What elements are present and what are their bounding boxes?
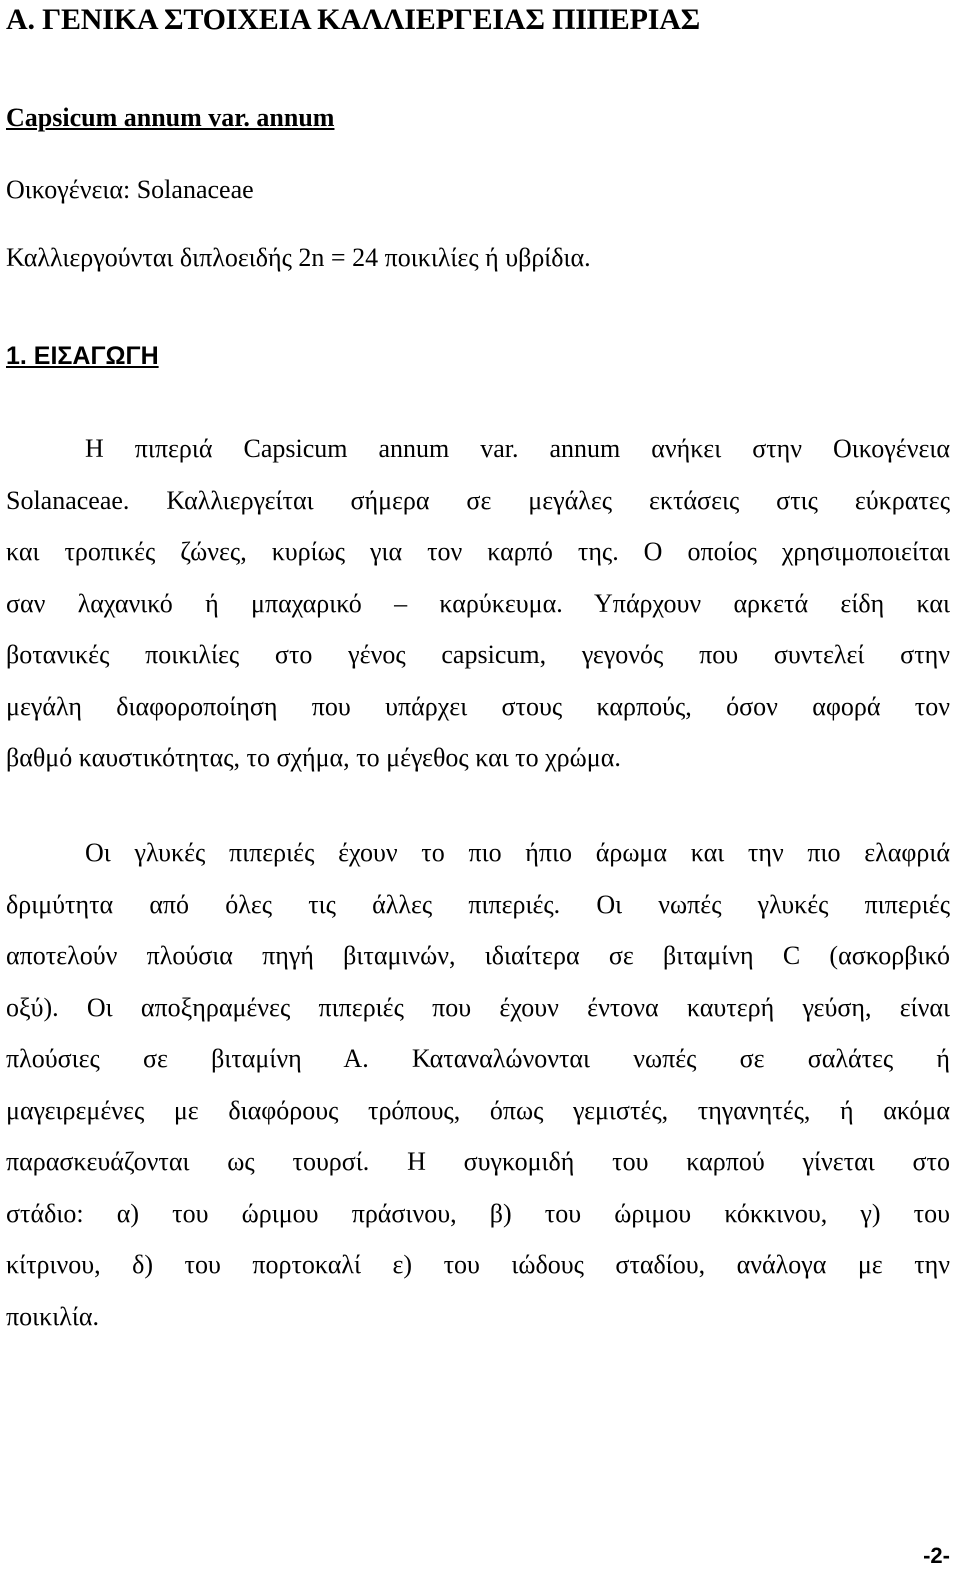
paragraph-line: βαθμό καυστικότητας, το σχήμα, το μέγεθος και το χρώμα. [6, 743, 621, 772]
paragraph-line: στάδιο: α) του ώριμου πράσινου, β) του ώριμου κόκκινου, γ) του [6, 1198, 950, 1228]
paragraph-sweet-peppers [6, 827, 950, 1342]
scientific-name: Capsicum annum var. annum [6, 103, 335, 132]
paragraph-line: δριμύτητα από όλες τις άλλες πιπεριές. Οι νωπές γλυκές πιπεριές [6, 889, 950, 919]
paragraph-line: ποικιλία. [6, 1301, 99, 1331]
paragraph-line: παρασκευάζονται ως τουρσί. Η συγκομιδή του καρπού γίνεται στο [6, 1147, 950, 1176]
family-line: Οικογένεια: Solanaceae [6, 175, 254, 204]
page-number: -2- [923, 1543, 950, 1568]
paragraph-line: Solanaceae. Καλλιεργείται σήμερα σε μεγάλες εκτάσεις στις εύκρατες [6, 485, 950, 515]
paragraph-line: βοτανικές ποικιλίες στο γένος capsicum, γεγονός που συντελεί στην [6, 640, 950, 669]
paragraph-line: οξύ). Οι αποξηραμένες πιπεριές που έχουν έντονα καυτερή γεύση, είναι [6, 992, 950, 1022]
paragraph-line: αποτελούν πλούσια πηγή βιταμινών, ιδιαίτερα σε βιταμίνη C (ασκορβικό [6, 941, 950, 970]
section-heading: 1. ΕΙΣΑΓΩΓΗ [6, 342, 159, 370]
paragraph-introduction [6, 423, 950, 784]
paragraph-line: πλούσιες σε βιταμίνη Α. Καταναλώνονται νωπές σε σαλάτες ή [6, 1044, 950, 1073]
paragraph-line: Η πιπεριά Capsicum annum var. annum ανήκει στην Οικογένεια [85, 434, 950, 463]
document-title: Α. ΓΕΝΙΚΑ ΣΤΟΙΧΕΙΑ ΚΑΛΛΙΕΡΓΕΙΑΣ ΠΙΠΕΡΙΑΣ [6, 3, 701, 36]
paragraph-line: και τροπικές ζώνες, κυρίως για τον καρπό της. Ο οποίος χρησιμοποιείται [6, 537, 950, 566]
paragraph-line: μαγειρεμένες με διαφόρους τρόπους, όπως γεμιστές, τηγανητές, ή ακόμα [6, 1095, 950, 1125]
paragraph-line: μεγάλη διαφοροποίηση που υπάρχει στους καρπούς, όσον αφορά τον [6, 691, 950, 721]
cultivation-line: Καλλιεργούνται διπλοειδής 2n = 24 ποικιλίες ή υβρίδια. [6, 243, 591, 272]
paragraph-line: Οι γλυκές πιπεριές έχουν το πιο ήπιο άρωμα και την πιο ελαφριά [85, 838, 950, 867]
paragraph-line: κίτρινου, δ) του πορτοκαλί ε) του ιώδους σταδίου, ανάλογα με την [6, 1250, 950, 1279]
paragraph-line: σαν λαχανικό ή μπαχαρικό – καρύκευμα. Υπάρχουν αρκετά είδη και [6, 588, 950, 618]
